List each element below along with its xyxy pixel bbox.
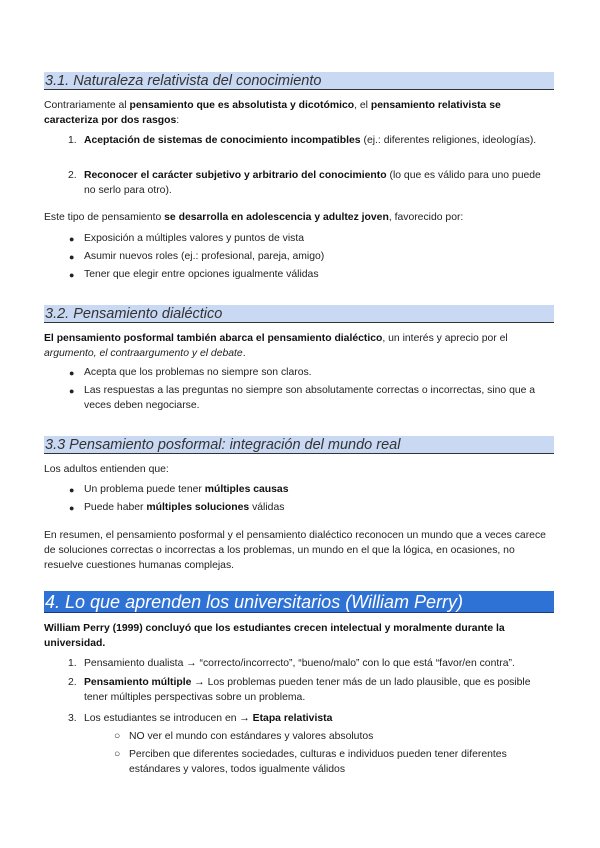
hollow-bullet-icon: ○ xyxy=(114,731,121,742)
bullet-icon: ● xyxy=(69,252,75,262)
s33-bullet-2-b: múltiples soluciones xyxy=(146,502,250,513)
s32-intro-rest: , un interés y aprecio por el xyxy=(382,333,508,344)
s4-item3-b: → Etapa relativista xyxy=(239,713,333,724)
bullet-icon: ● xyxy=(69,270,75,280)
hollow-bullet-icon: ○ xyxy=(114,749,121,760)
s31-para2-b: se desarrolla en adolescencia y adultez joven xyxy=(164,212,389,223)
s4-item3-number: 3. xyxy=(68,713,77,724)
s31-item1-number: 1. xyxy=(68,135,77,146)
s31-item2-rest: (lo que es válido para uno puede no serlo para otro). xyxy=(84,170,541,197)
s32-bullet-1: Acepta que los problemas no siempre son claros. xyxy=(84,367,312,378)
s31-para2-a: Este tipo de pensamiento xyxy=(44,212,165,223)
s31-para2-c: , favorecido por: xyxy=(388,212,464,223)
s31-item2 xyxy=(84,168,554,198)
section-heading-3-2: 3.2. Pensamiento dialéctico xyxy=(44,305,554,323)
s32-intro-bold: El pensamiento posformal también abarca el pensamiento dialéctico xyxy=(44,333,383,344)
s31-item2-bold: Reconocer el carácter subjetivo y arbitrario del conocimiento xyxy=(84,170,387,181)
s31-bullet-3: Tener que elegir entre opciones igualmente válidas xyxy=(84,269,319,280)
bullet-icon: ● xyxy=(69,485,75,495)
s32-intro-italic: argumento, el contraargumento y el debate xyxy=(44,348,243,360)
s33-intro: Los adultos entienden que: xyxy=(44,464,169,475)
s4-item3-a: Los estudiantes se introducen en xyxy=(84,713,240,724)
s31-intro-c: , el xyxy=(354,100,371,111)
section-heading-3-3: 3.3 Pensamiento posformal: integración del mundo real xyxy=(44,436,554,454)
s4-item2-number: 2. xyxy=(68,677,77,688)
s32-bullet-2: Las respuestas a las preguntas no siempre son absolutamente correctas o incorrectas, sino que a veces deben negociarse. xyxy=(84,385,536,412)
s33-bullet-1-a: Un problema puede tener xyxy=(84,484,205,495)
s33-bullet-2-c: válidas xyxy=(249,502,285,513)
bullet-icon: ● xyxy=(69,234,75,244)
s4-item1-number: 1. xyxy=(68,658,77,669)
s31-item2-number: 2. xyxy=(68,170,77,181)
s32-intro xyxy=(44,331,556,361)
s31-intro xyxy=(44,98,556,128)
s4-item2-rest: → Los problemas pueden tener más de un lado plausible, que es posible tener múltiples perspectivas sobre un problema. xyxy=(84,677,531,704)
bullet-icon: ● xyxy=(69,503,75,513)
s32-intro-end: . xyxy=(242,348,246,360)
s31-item1-rest: (ej.: diferentes religiones, ideologías). xyxy=(360,135,537,146)
s31-item1-bold: Aceptación de sistemas de conocimiento incompatibles xyxy=(84,135,361,146)
s31-item1 xyxy=(84,133,554,148)
s33-bullet-1 xyxy=(84,482,554,497)
s31-bullet-1: Exposición a múltiples valores y puntos de vista xyxy=(84,233,305,244)
s4-sub-2: Perciben que diferentes sociedades, culturas e individuos pueden tener diferentes estándares y valores, todos igualmente válidos xyxy=(129,749,507,776)
bullet-icon: ● xyxy=(69,386,75,396)
s33-bullet-2-a: Puede haber xyxy=(84,502,147,513)
s4-item2-bold: Pensamiento múltiple xyxy=(84,677,192,688)
section-heading-4: 4. Lo que aprenden los universitarios (William Perry) xyxy=(44,591,554,613)
s33-bullet-1-b: múltiples causas xyxy=(204,484,289,495)
s31-para2 xyxy=(44,210,556,225)
s33-bullet-2 xyxy=(84,500,554,515)
s4-intro: William Perry (1999) concluyó que los estudiantes crecen intelectual y moralmente durante la universidad. xyxy=(44,623,505,650)
s31-intro-d: pensamiento relativista se caracteriza por dos rasgos xyxy=(44,100,501,127)
bullet-icon: ● xyxy=(69,368,75,378)
s31-intro-a: Contrariamente al xyxy=(44,100,130,111)
s4-item1: Pensamiento dualista → “correcto/incorrecto”, “bueno/malo” con lo que está “favor/en contra”. xyxy=(84,658,515,669)
s4-item3 xyxy=(84,711,554,726)
s4-item2 xyxy=(84,675,554,705)
s4-sub-1: NO ver el mundo con estándares y valores absolutos xyxy=(129,731,374,742)
s31-intro-e: : xyxy=(176,115,180,127)
section-heading-3-1: 3.1. Naturaleza relativista del conocimiento xyxy=(44,72,554,90)
s31-intro-b: pensamiento que es absolutista y dicotómico xyxy=(129,100,355,111)
s33-summary: En resumen, el pensamiento posformal y el pensamiento dialéctico reconocen un mundo que a veces carece de soluciones correctas o incorrectas a los problemas, un mundo en el que la lógica, en ocasiones, no resuelve cuestiones humanas complejas. xyxy=(44,530,546,572)
s31-bullet-2: Asumir nuevos roles (ej.: profesional, pareja, amigo) xyxy=(84,251,325,262)
